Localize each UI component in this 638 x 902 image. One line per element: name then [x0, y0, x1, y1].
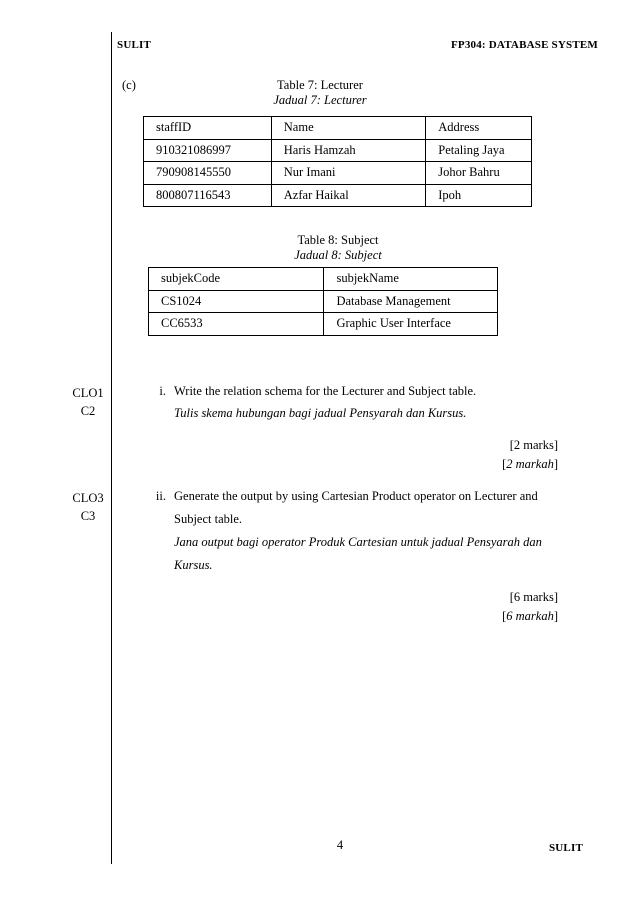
table7-caption-ms: Jadual 7: Lecturer	[273, 93, 367, 107]
table-cell: Nur Imani	[271, 162, 425, 185]
q1-marks	[502, 436, 558, 474]
table-header-cell: Address	[426, 117, 532, 140]
q1-level: C2	[80, 404, 96, 418]
q2-text-line2: Subject table.	[174, 512, 243, 526]
table-cell: 910321086997	[144, 139, 272, 162]
q2-level: C3	[80, 509, 96, 523]
q2-clo-code: CLO3	[72, 491, 104, 505]
table-row	[149, 313, 498, 336]
table-header-row	[149, 268, 498, 291]
table-header-cell: subjekName	[324, 268, 498, 291]
q2-text-ms-line2: Kursus.	[174, 558, 213, 572]
table-row	[149, 290, 498, 313]
header-right: FP304: DATABASE SYSTEM	[450, 39, 598, 51]
q2-marks-ms: [6 markah]	[502, 609, 558, 623]
table-cell: Ipoh	[426, 184, 532, 207]
lecturer-table	[143, 116, 532, 207]
table-row	[144, 139, 532, 162]
table-cell: Database Management	[324, 290, 498, 313]
margin-line	[111, 32, 112, 864]
table-cell: CC6533	[149, 313, 324, 336]
table-cell: Johor Bahru	[426, 162, 532, 185]
footer-right: SULIT	[548, 842, 583, 854]
q2-number: ii.	[155, 489, 166, 503]
table-header-cell: staffID	[144, 117, 272, 140]
q1-marks-ms: [2 markah]	[502, 457, 558, 471]
table-cell: Haris Hamzah	[271, 139, 425, 162]
q1-number: i.	[159, 384, 166, 398]
table8-caption: Table 8: Subject	[297, 233, 379, 247]
table8-caption-ms: Jadual 8: Subject	[294, 248, 382, 262]
header-left: SULIT	[117, 39, 152, 51]
table-cell: CS1024	[149, 290, 324, 313]
q1-clo-code: CLO1	[72, 386, 104, 400]
q1-text: Write the relation schema for the Lecturer and Subject table.	[174, 384, 477, 398]
q2-clo	[58, 489, 118, 525]
section-label: (c)	[122, 78, 136, 92]
subject-table	[148, 267, 498, 336]
table-header-row	[144, 117, 532, 140]
table7-caption: Table 7: Lecturer	[277, 78, 363, 92]
q2-text-ms-line1: Jana output bagi operator Produk Cartesian untuk jadual Pensyarah dan	[174, 535, 542, 549]
table-row	[144, 162, 532, 185]
table-cell: Petaling Jaya	[426, 139, 532, 162]
q1-clo	[58, 384, 118, 420]
table-header-cell: subjekCode	[149, 268, 324, 291]
table-header-cell: Name	[271, 117, 425, 140]
q2-marks-en: [6 marks]	[509, 590, 558, 604]
table-row	[144, 184, 532, 207]
table-cell: Graphic User Interface	[324, 313, 498, 336]
table-cell: Azfar Haikal	[271, 184, 425, 207]
q1-marks-en: [2 marks]	[509, 438, 558, 452]
table-cell: 790908145550	[144, 162, 272, 185]
q2-text-line1: Generate the output by using Cartesian Product operator on Lecturer and	[174, 489, 538, 503]
page-number: 4	[336, 838, 344, 852]
table-cell: 800807116543	[144, 184, 272, 207]
q1-text-ms: Tulis skema hubungan bagi jadual Pensyarah dan Kursus.	[174, 406, 467, 420]
q2-marks	[502, 588, 558, 626]
